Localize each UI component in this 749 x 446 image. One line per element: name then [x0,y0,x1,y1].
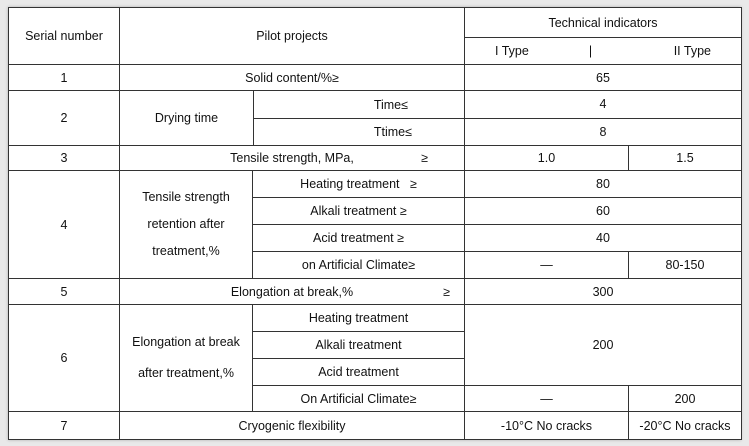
header-pilot-projects: Pilot projects [120,8,465,65]
row4-item [120,171,253,279]
row6-item-line1: Elongation at break [132,335,240,349]
table-frame [8,7,741,440]
row2-value-1: 4 [465,91,742,119]
row4-val-heating: 80 [465,171,742,198]
header-types-row [465,38,742,65]
row2-sub-time: Time≤ [253,91,464,119]
row4-item-line2: retention after [147,217,225,231]
row4-item-line1: Tensile strength [142,190,230,204]
row6-val-climate-type2: 200 [629,386,742,412]
row2-serial: 2 [9,91,120,146]
row4-val-alkali: 60 [465,198,742,225]
header-type-separator: | [588,44,593,58]
row1-serial: 1 [9,65,120,91]
row5-item: Elongation at break,% [230,284,354,299]
row3-item: Tensile strength, MPa, [230,151,354,165]
row6-serial: 6 [9,305,120,412]
row6-val-climate-type1: — [465,386,629,412]
row5-ge: ≥ [443,284,450,299]
row4-sub-acid: Acid treatment ≥ [253,225,465,252]
row1-item: Solid content/%≥ [120,65,465,91]
row5-value: 300 [465,279,742,305]
row2-sub-ttime: Ttime≤ [253,119,464,145]
header-technical-indicators: Technical indicators [465,8,742,38]
row7-item: Cryogenic flexibility [120,412,465,440]
row4-sub-heating: Heating treatment ≥ [253,171,465,198]
row6-sub-alkali: Alkali treatment [253,332,465,359]
row4-val-climate-type1: — [465,252,629,279]
header-type-1: I Type [495,44,529,58]
row4-val-climate-type2: 80-150 [629,252,742,279]
row3-serial: 3 [9,146,120,171]
row2-item: Drying time [154,111,219,125]
row3-type2: 1.5 [629,146,742,171]
row6-sub-acid: Acid treatment [253,359,465,386]
header-serial-number: Serial number [9,8,120,65]
row4-serial: 4 [9,171,120,279]
header-type-2: II Type [673,44,711,58]
row4-item-line3: treatment,% [152,244,220,258]
row6-sub-climate: On Artificial Climate≥ [253,386,465,412]
row2-value-2: 8 [465,118,742,146]
row5-item-cell [120,279,465,305]
row4-sub-alkali: Alkali treatment ≥ [253,198,465,225]
row3-type1: 1.0 [465,146,629,171]
technical-indicators-table [8,7,742,440]
row7-serial: 7 [9,412,120,440]
row6-value: 200 [465,305,742,386]
row1-value: 65 [465,65,742,91]
row4-sub-climate: on Artificial Climate≥ [253,252,465,279]
row7-type2: -20°C No cracks [629,412,742,440]
row6-sub-heating: Heating treatment [253,305,465,332]
row7-type1: -10°C No cracks [465,412,629,440]
row4-val-acid: 40 [465,225,742,252]
row6-item [120,305,253,412]
row3-item-cell [120,146,465,171]
row6-item-line2: after treatment,% [138,366,234,380]
row5-serial: 5 [9,279,120,305]
row2-item-cell [120,91,465,146]
row3-ge: ≥ [421,151,428,165]
